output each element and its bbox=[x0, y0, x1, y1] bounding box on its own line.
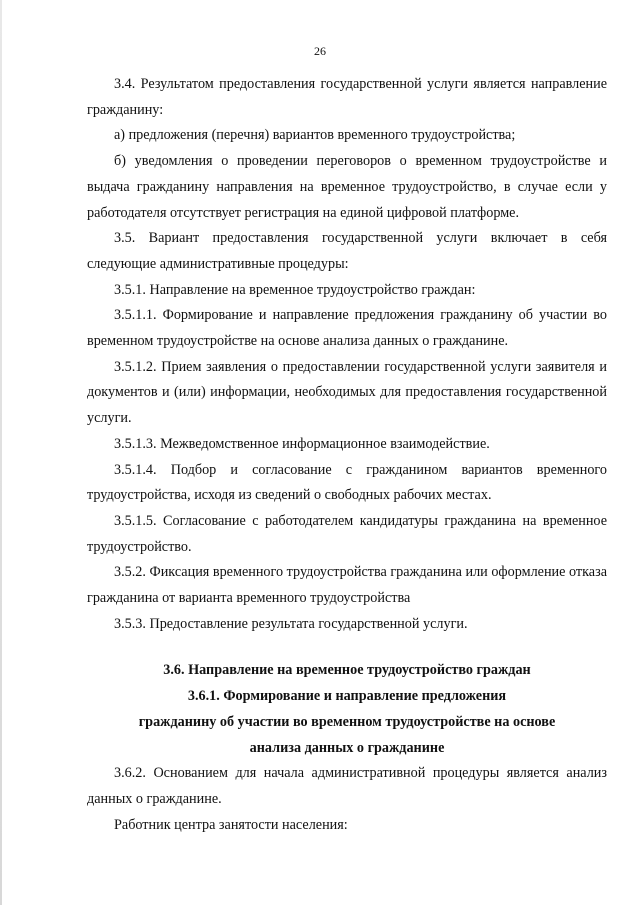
paragraph-3-5-1-1: 3.5.1.1. Формирование и направление предложения гражданину об участии во временном трудоустройстве на основе анализа данных о гражданине. bbox=[87, 307, 607, 350]
paragraph-3-5-2: 3.5.2. Фиксация временного трудоустройства гражданина или оформление отказа гражданина от варианта временного трудоустройства bbox=[87, 564, 607, 607]
paragraph-3-5-1-5: 3.5.1.5. Согласование с работодателем кандидатуры гражданина на временное трудоустройство. bbox=[87, 512, 607, 555]
subsection-heading-line-1: 3.6.1. Формирование и направление предложения bbox=[187, 688, 507, 705]
scan-left-edge bbox=[0, 0, 2, 905]
paragraph-3-5-1: 3.5.1. Направление на временное трудоустройство граждан: bbox=[114, 281, 476, 298]
paragraph-3-4-a: а) предложения (перечня) вариантов временного трудоустройства; bbox=[114, 127, 516, 144]
paragraph-3-6-2: 3.6.2. Основанием для начала административной процедуры является анализ данных о гражданине. bbox=[87, 765, 607, 807]
subsection-heading-line-3: анализа данных о гражданине bbox=[249, 739, 445, 756]
paragraph-3-4-b: б) уведомления о проведении переговоров о временном трудоустройстве и выдача гражданину направления на временное трудоустройство, в случае если у работодателя отсутствует регистрация на единой цифровой платформе. bbox=[87, 153, 607, 221]
paragraph-3-5: 3.5. Вариант предоставления государственной услуги включает в себя следующие административные процедуры: bbox=[87, 230, 607, 272]
document-body bbox=[87, 72, 607, 838]
paragraph-employee: Работник центра занятости населения: bbox=[114, 816, 348, 833]
paragraph-3-5-1-2: 3.5.1.2. Прием заявления о предоставлении государственной услуги заявителя и документов и (или) информации, необходимых для предоставления государственной услуги. bbox=[87, 358, 607, 427]
page-number: 26 bbox=[314, 44, 326, 58]
subsection-heading-line-2: гражданину об участии во временном трудоустройстве на основе bbox=[138, 713, 556, 730]
paragraph-3-5-1-3: 3.5.1.3. Межведомственное информационное взаимодействие. bbox=[114, 435, 490, 452]
section-spacer bbox=[87, 637, 607, 658]
section-heading-3-6: 3.6. Направление на временное трудоустройство граждан bbox=[163, 662, 531, 679]
paragraph-3-5-3: 3.5.3. Предоставление результата государственной услуги. bbox=[114, 615, 468, 632]
paragraph-3-5-1-4: 3.5.1.4. Подбор и согласование с гражданином вариантов временного трудоустройства, исходя из сведений о свободных рабочих местах. bbox=[87, 461, 607, 504]
paragraph-3-4: 3.4. Результатом предоставления государственной услуги является направление гражданину: bbox=[87, 76, 607, 118]
